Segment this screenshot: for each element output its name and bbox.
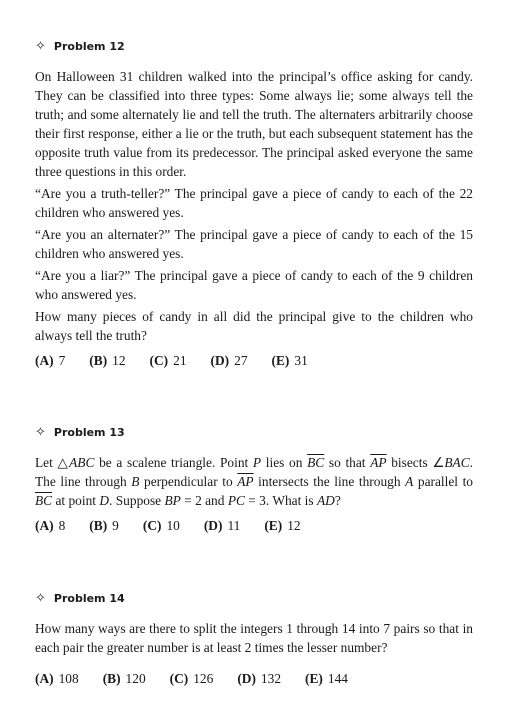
problem-text: “Are you an alternater?” The principal gave a piece of candy to each of the 15 children who answered yes. [35,227,473,261]
problem-text: On Halloween 31 children walked into the principal’s office asking for candy. They can be classified into three types: Some always lie; some always tell the truth; and some alternately lie and tell the truth. The alternaters arbitrarily choose their first response, either a lie or the truth, but each subsequent statement has the opposite truth value from its predecessor. The principal asked everyone the same three questions in this order. [35,69,473,179]
star-icon: ✧ [35,591,46,606]
segment-bc: $\overline{BC}$ [307,455,325,470]
problem-title: Problem 12 [53,40,125,53]
choice-d: (D) 11 [203,518,241,533]
problem-title: Problem 13 [53,426,125,439]
problem-12 [35,40,473,369]
choice-b: (B) 120 [102,671,146,686]
choice-d: (D) 27 [210,353,248,368]
problem-text: Let △ABC be a scalene triangle. Point P lies on $\overline{BC}$ so that $\overline{AP}$ bisects ∠BAC. The line through B perpendicular to $\overline{AP}$ intersects the line through A parallel to $\overline{BC}$ at point D. Suppose BP = 2 and PC = 3. What is AD? [35,455,474,508]
problem-text: “Are you a truth-teller?” The principal gave a piece of candy to each of the 22 children who answered yes. [35,186,473,220]
problem-heading [35,426,473,439]
choice-a: (A) 108 [35,671,79,686]
choice-c: (C) 10 [142,518,180,533]
choice-e: (E) 144 [305,671,348,686]
problem-title: Problem 14 [53,592,125,605]
problem-heading [35,40,473,53]
choice-d: (D) 132 [237,671,282,686]
problem-heading [35,592,473,605]
choice-c: (C) 126 [169,671,214,686]
choice-a: (A) 7 [35,353,66,368]
segment-ap: $\overline{AP}$ [370,455,387,470]
problem-13 [35,426,473,534]
answer-choices [35,671,473,687]
choice-b: (B) 12 [89,353,126,368]
star-icon: ✧ [35,39,46,54]
answer-choices [35,518,473,534]
answer-choices [35,353,473,369]
problem-question: How many pieces of candy in all did the principal give to the children who always tell the truth? [35,309,473,343]
star-icon: ✧ [35,425,46,440]
problem-question: How many ways are there to split the integers 1 through 14 into 7 pairs so that in each pair the greater number is at least 2 times the lesser number? [35,621,473,655]
choice-e: (E) 31 [271,353,308,368]
choice-b: (B) 9 [89,518,119,533]
segment-bc: $\overline{BC}$ [35,493,53,508]
choice-a: (A) 8 [35,518,66,533]
choice-e: (E) 12 [264,518,301,533]
problem-14 [35,592,473,687]
choice-c: (C) 21 [149,353,187,368]
segment-ap: $\overline{AP}$ [237,474,254,489]
problem-text: “Are you a liar?” The principal gave a piece of candy to each of the 9 children who answered yes. [35,268,473,302]
